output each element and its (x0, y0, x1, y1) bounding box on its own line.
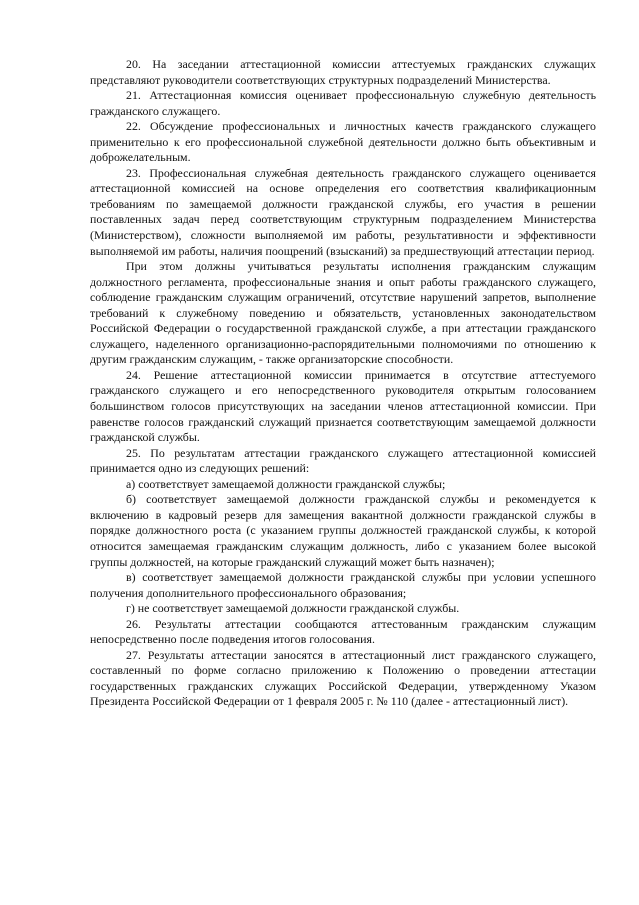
document-page (90, 57, 596, 710)
paragraph-23: 23. Профессиональная служебная деятельность гражданского служащего оценивается аттестационной комиссией на основе определения его соответствия квалификационным требованиям по замещаемой должности гражданской службы, его участия в решении поставленных задач перед соответствующим структурным подразделением Министерства (Министерством), сложности выполняемой им работы, результативности и эффективности выполняемой им работы, наличия поощрений (взысканий) за предшествующий аттестации период. (90, 165, 596, 258)
paragraph-27: 27. Результаты аттестации заносятся в аттестационный лист гражданского служащего, составленный по форме согласно приложению к Положению о проведении аттестации государственных гражданских служащих Российской Федерации, утвержденному Указом Президента Российской Федерации от 1 февраля 2005 г. № 110 (далее - аттестационный лист). (90, 647, 596, 709)
decision-option-b: б) соответствует замещаемой должности гражданской службы и рекомендуется к включению в кадровый резерв для замещения вакантной должности гражданской службы в порядке должностного роста (с указанием группы должностей гражданской службы, к которой относится замещаемая гражданским служащим должность, либо с указанием более высокой группы должностей, на которые гражданский служащий может быть назначен); (90, 492, 596, 569)
paragraph-21: 21. Аттестационная комиссия оценивает профессиональную служебную деятельность гражданского служащего. (90, 88, 596, 118)
decision-option-a: а) соответствует замещаемой должности гражданской службы; (126, 476, 446, 491)
paragraph-22: 22. Обсуждение профессиональных и личностных качеств гражданского служащего применительно к его профессиональной служебной деятельности должно быть объективным и доброжелательным. (90, 119, 596, 165)
paragraph-26: 26. Результаты аттестации сообщаются аттестованным гражданским служащим непосредственно после подведения итогов голосования. (90, 616, 596, 647)
paragraph-25: 25. По результатам аттестации гражданского служащего аттестационной комиссией принимается одно из следующих решений: (90, 445, 596, 476)
decision-option-g: г) не соответствует замещаемой должности гражданской службы. (126, 601, 460, 616)
decision-option-v: в) соответствует замещаемой должности гражданской службы при условии успешного получения дополнительного профессионального образования; (90, 570, 596, 600)
paragraph-23-continuation: При этом должны учитываться результаты исполнения гражданским служащим должностного регламента, профессиональные знания и опыт работы гражданского служащего, соблюдение гражданским служащим ограничений, отсутствие нарушений запретов, выполнение требований к служебному поведению и обязательств, установленных законодательством Российской Федерации о государственной гражданской службе, а при аттестации гражданского служащего, наделенного организационно-распорядительными полномочиями по отношению к другим гражданским служащим, - также организаторские способности. (90, 259, 596, 367)
paragraph-20: 20. На заседании аттестационной комиссии аттестуемых гражданских служащих представляют руководители соответствующих структурных подразделений Министерства. (90, 57, 596, 87)
paragraph-24: 24. Решение аттестационной комиссии принимается в отсутствие аттестуемого гражданского служащего и его непосредственного руководителя открытым голосованием большинством голосов присутствующих на заседании членов аттестационной комиссии. При равенстве голосов гражданский служащий признается соответствующим замещаемой должности гражданской службы. (90, 367, 596, 445)
